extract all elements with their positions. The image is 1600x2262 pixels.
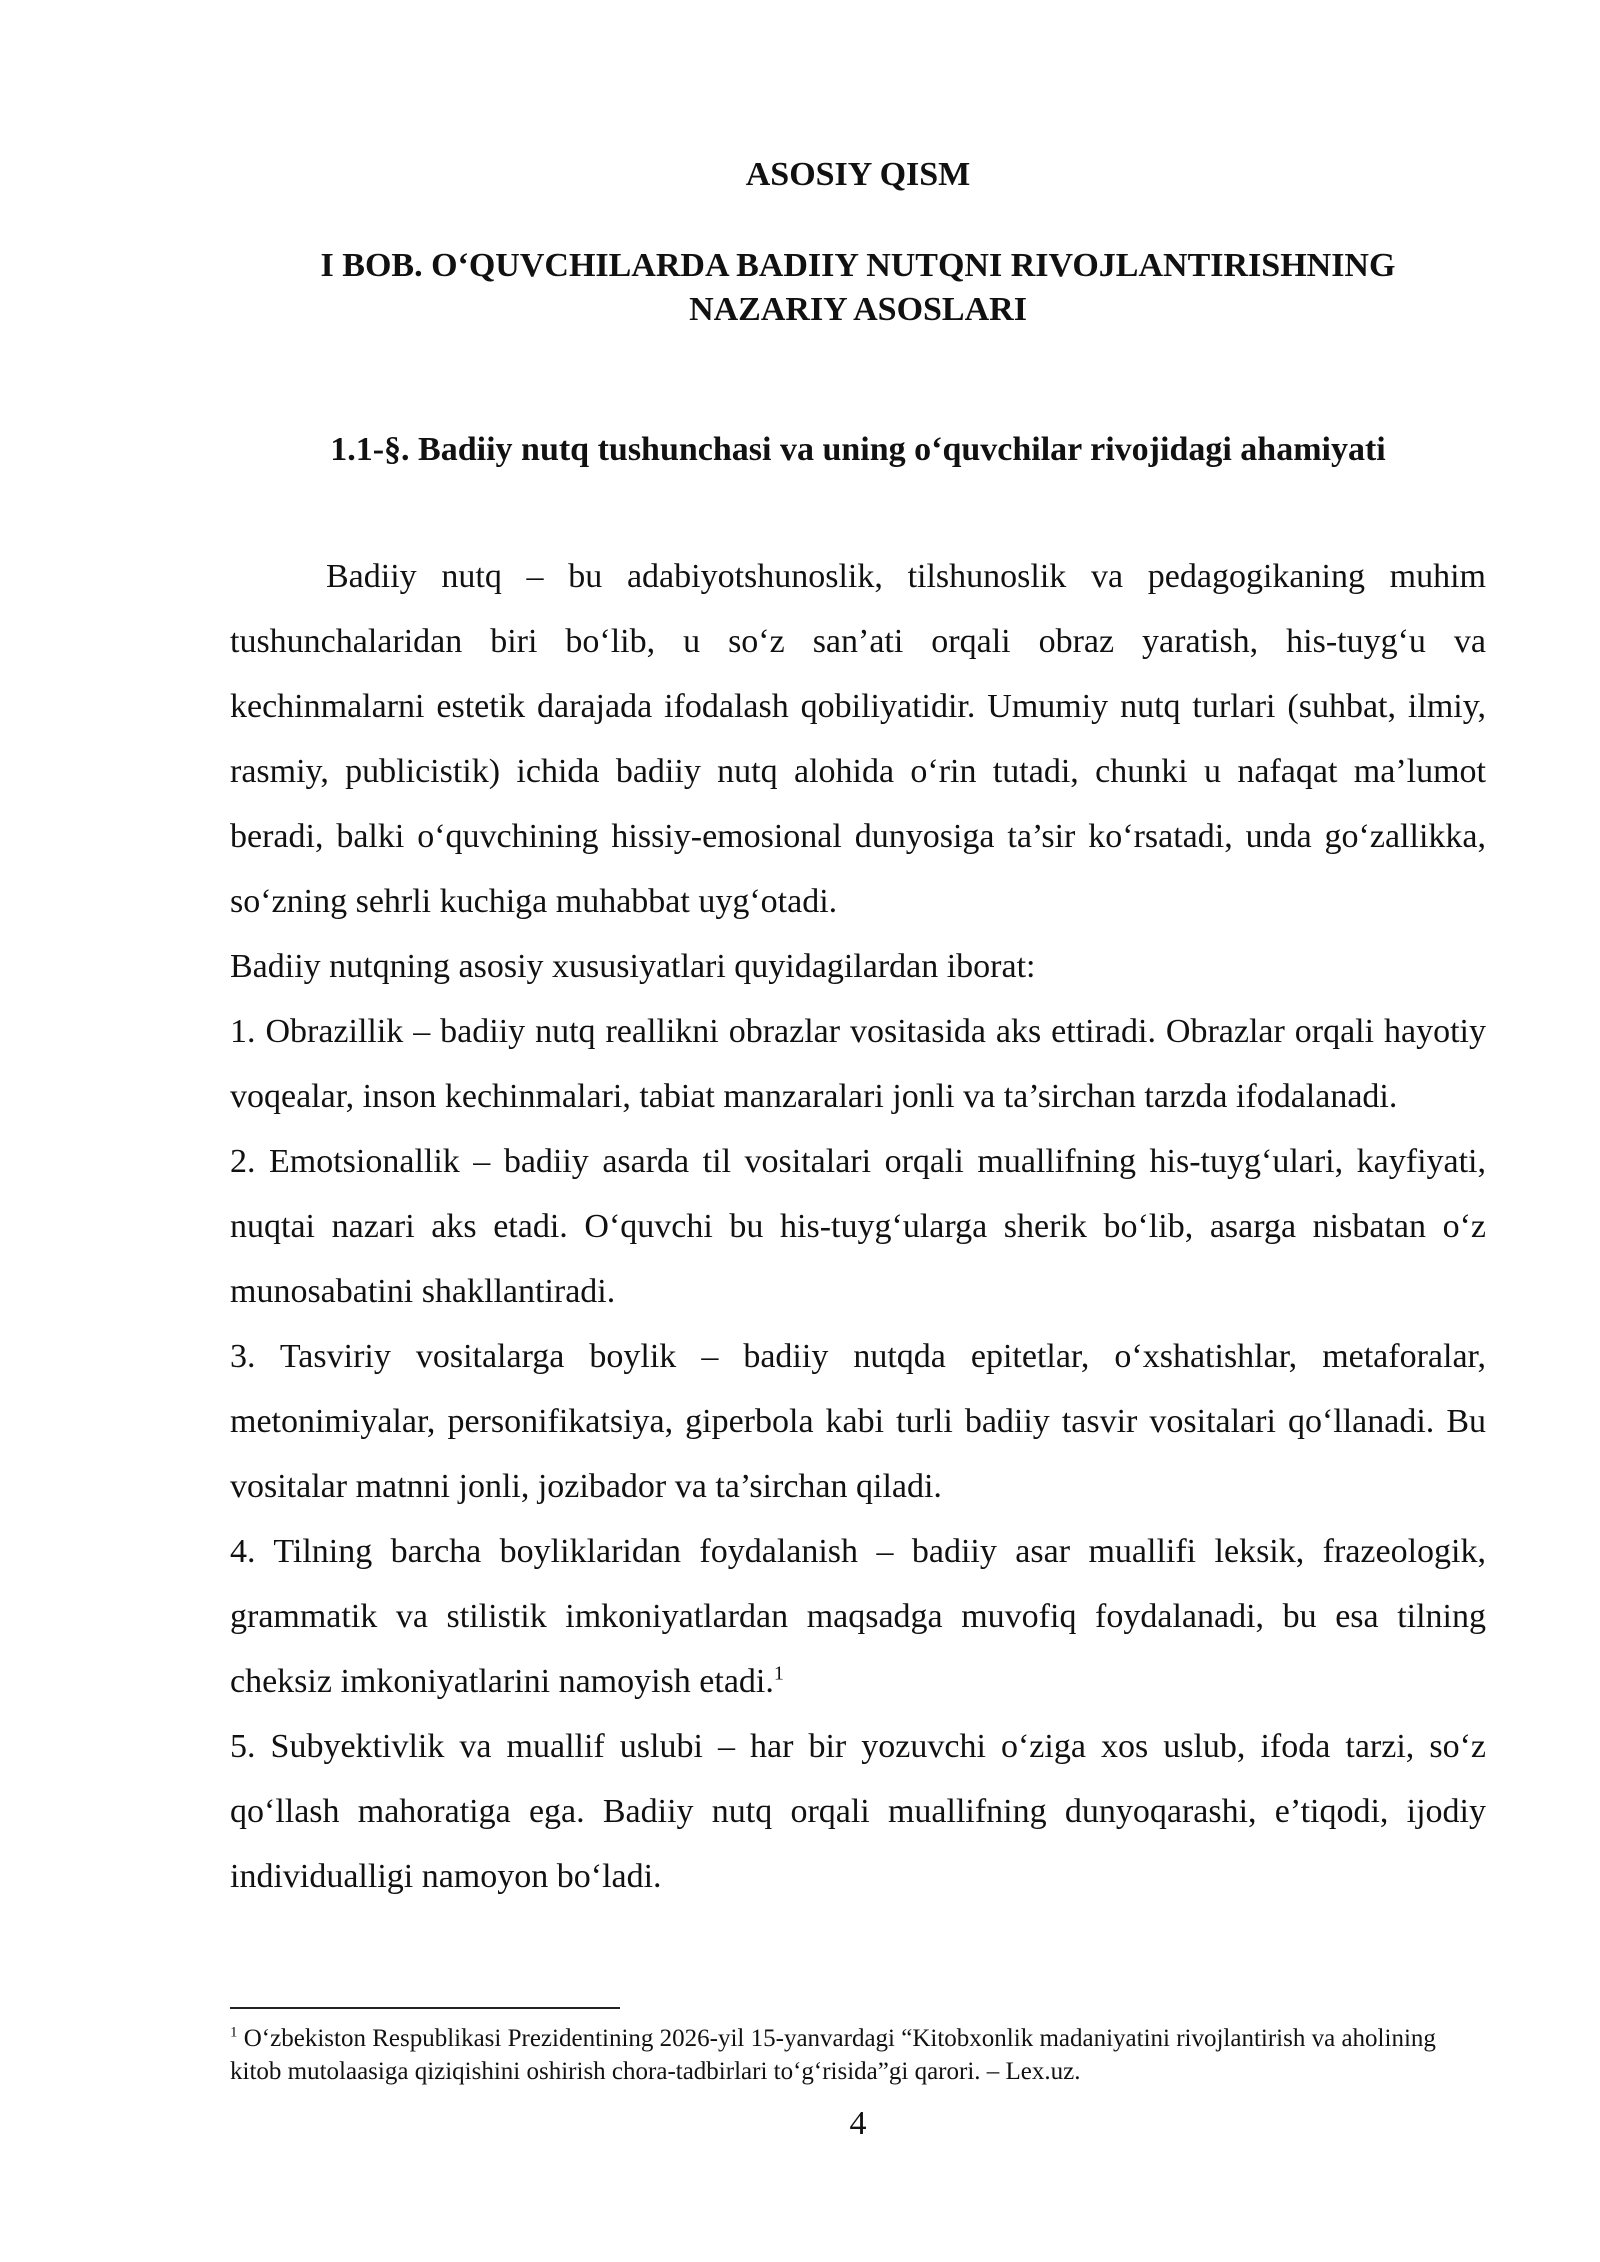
feature-item-4-text: 4. Tilning barcha boyliklaridan foydalanish – badiiy asar muallifi leksik, frazeologik, grammatik va stilistik imkoniyatlardan maqsadga muvofiq foydalanadi, bu esa tilning cheksiz imkoniyatlarini namoyish etadi.: [230, 1533, 1486, 1700]
footnote-text: O‘zbekiston Respublikasi Prezidentining 2026-yil 15-yanvardagi “Kitobxonlik madaniyatini rivojlantirish va aholining kitob mutolaasiga qiziqishini oshirish chora-tadbirlari to‘g‘risida”gi qarori. – Lex.uz.: [230, 2025, 1436, 2085]
chapter-heading-line-1: I BOB. O‘QUVCHILARDA BADIIY NUTQNI RIVOJLANTIRISHNING: [320, 247, 1396, 284]
body-text: [230, 544, 1486, 1909]
feature-item-5: 5. Subyektivlik va muallif uslubi – har bir yozuvchi o‘ziga xos uslub, ifoda tarzi, so‘z qo‘llash mahoratiga ega. Badiiy nutq orqali muallifning dunyoqarashi, e’tiqodi, ijodiy individualligi namoyon bo‘ladi.: [230, 1728, 1486, 1895]
features-lead-paragraph: Badiiy nutqning asosiy xususiyatlari quyidagilardan iborat:: [230, 948, 1036, 985]
footnote-separator: [230, 2007, 620, 2009]
page-number: 4: [849, 2105, 867, 2142]
section-heading: 1.1-§. Badiiy nutq tushunchasi va uning o‘quvchilar rivojidagi ahamiyati: [330, 431, 1386, 468]
feature-item-4: [230, 1519, 1486, 1714]
feature-item-2: 2. Emotsionallik – badiiy asarda til vositalari orqali muallifning his-tuyg‘ulari, kayfiyati, nuqtai nazari aks etadi. O‘quvchi bu his-tuyg‘ularga sherik bo‘lib, asarga nisbatan o‘z munosabatini shakllantiradi.: [230, 1143, 1486, 1310]
chapter-heading: [230, 244, 1486, 332]
footnote-reference[interactable]: 1: [773, 1662, 784, 1685]
feature-item-1: 1. Obrazillik – badiiy nutq reallikni obrazlar vositasida aks ettiradi. Obrazlar orqali hayotiy voqealar, inson kechinmalari, tabiat manzaralari jonli va ta’sirchan tarzda ifodalanadi.: [230, 1013, 1486, 1115]
intro-paragraph: Badiiy nutq – bu adabiyotshunoslik, tilshunoslik va pedagogikaning muhim tushunchalaridan biri bo‘lib, u so‘z san’ati orqali obraz yaratish, his-tuyg‘u va kechinmalarni estetik darajada ifodalash qobiliyatidir. Umumiy nutq turlari (suhbat, ilmiy, rasmiy, publicistik) ichida badiiy nutq alohida o‘rin tutadi, chunki u nafaqat ma’lumot beradi, balki o‘quvchining hissiy-emosional dunyosiga ta’sir ko‘rsatadi, unda go‘zallikka, so‘zning sehrli kuchiga muhabbat uyg‘otadi.: [230, 558, 1486, 920]
footnote-marker: 1: [230, 2024, 238, 2041]
feature-item-3: 3. Tasviriy vositalarga boylik – badiiy nutqda epitetlar, o‘xshatishlar, metaforalar, metonimiyalar, personifikatsiya, giperbola kabi turli badiiy tasvir vositalari qo‘llanadi. Bu vositalar matnni jonli, jozibador va ta’sirchan qiladi.: [230, 1338, 1486, 1505]
main-heading: ASOSIY QISM: [745, 156, 971, 193]
chapter-heading-line-2: NAZARIY ASOSLARI: [689, 291, 1027, 328]
footnote: [230, 2022, 1486, 2088]
